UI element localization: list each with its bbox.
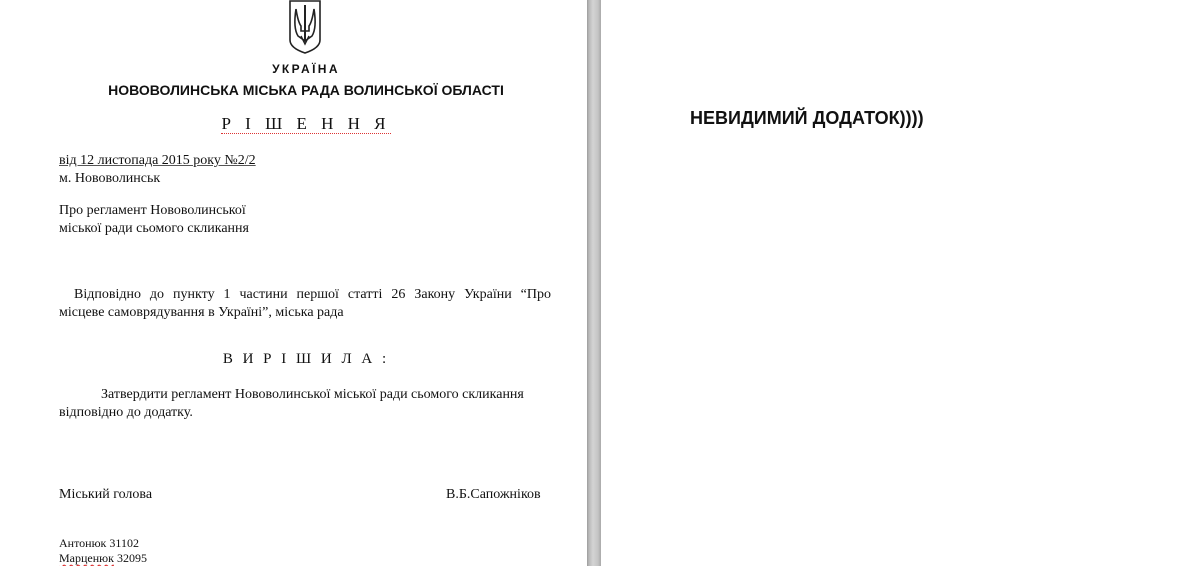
contact-line	[59, 536, 139, 551]
country-title: УКРАЇНА	[272, 62, 340, 76]
subject-line-2: міської ради сьомого скликання	[59, 221, 249, 236]
approve-line-1: Затвердити регламент Нововолинської міської ради сьомого скликання	[101, 387, 524, 402]
basis-line-1	[59, 286, 551, 304]
date-line	[59, 152, 256, 170]
decision-title-text: Р І Ш Е Н Н Я	[221, 114, 391, 133]
document-page-right	[601, 0, 1200, 566]
decision-title	[0, 114, 612, 134]
contact-name: Марценюк	[59, 551, 114, 565]
contact-line	[59, 551, 147, 566]
contact-phone: 32095	[116, 551, 147, 565]
page-gutter	[587, 0, 601, 566]
mayor-label: Міський голова	[59, 487, 153, 502]
annex-title: НЕВИДИМИЙ ДОДАТОК))))	[690, 108, 924, 128]
contact-name: Антонюк	[59, 536, 107, 550]
basis-line-2: місцеве самоврядування в Україні”, міська рада	[59, 305, 344, 320]
approve-line-2: відповідно до додатку.	[59, 405, 193, 420]
subject-line-1: Про регламент Нововолинської	[59, 203, 246, 218]
resolved-heading: В И Р І Ш И Л А :	[222, 351, 390, 367]
mayor-name: В.Б.Сапожніков	[446, 487, 541, 502]
date-line-text: від 12 листопада 2015 року №2/2	[59, 153, 256, 168]
basis-line-1-text: Відповідно до пункту 1 частини першої статті 26 Закону України “Про	[74, 287, 551, 302]
city-line: м. Нововолинськ	[59, 171, 161, 186]
council-title: НОВОВОЛИНСЬКА МІСЬКА РАДА ВОЛИНСЬКОЇ ОБЛАСТІ	[108, 82, 504, 98]
trident-emblem-icon	[287, 0, 323, 54]
contact-phone: 31102	[109, 536, 139, 550]
document-page-left	[0, 0, 587, 566]
